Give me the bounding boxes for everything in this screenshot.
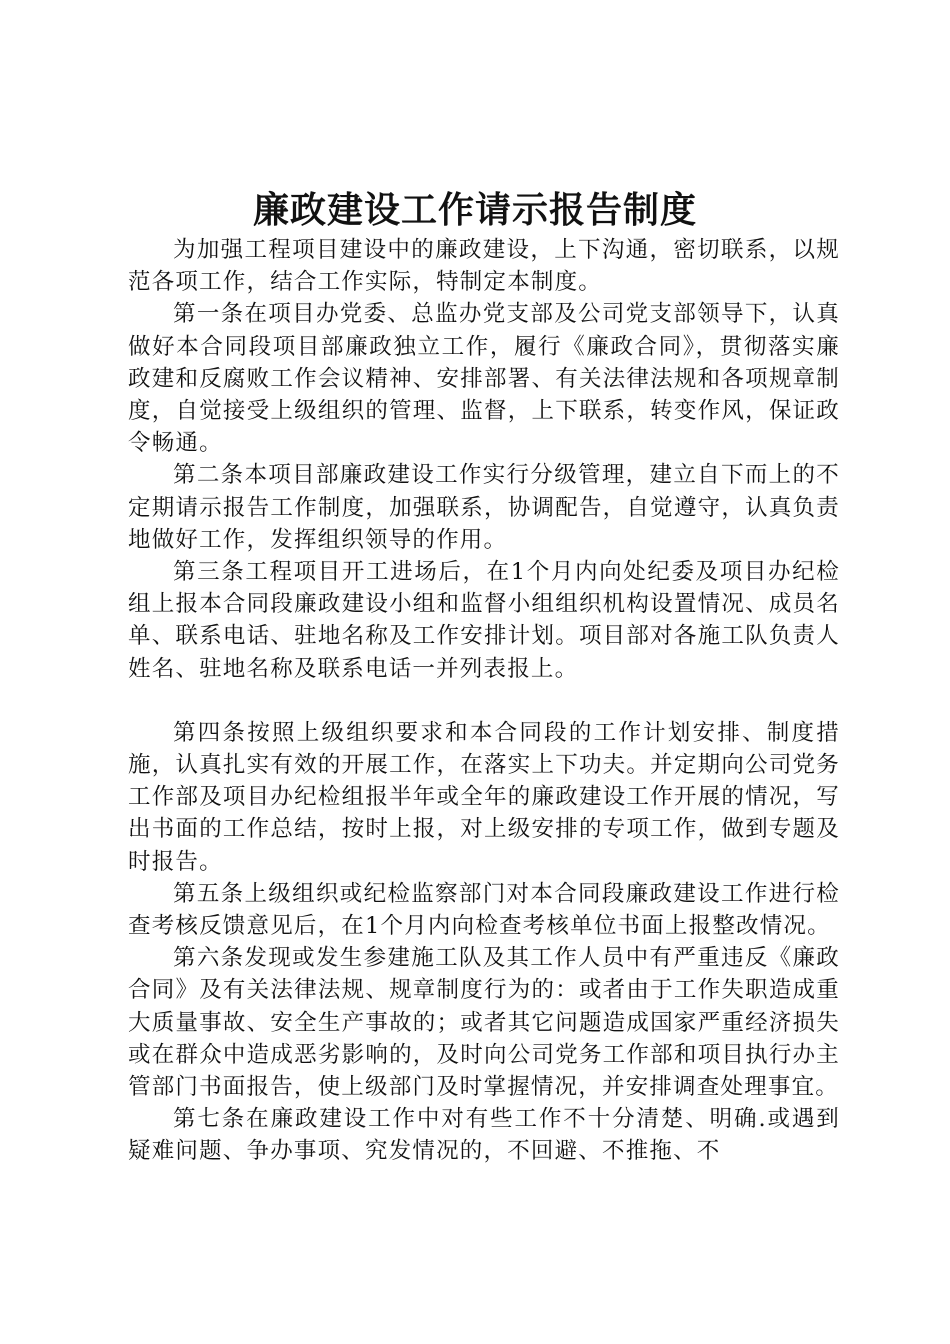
paragraph-intro: 为加强工程项目建设中的廉政建设，上下沟通，密切联系，以规范各项工作，结合工作实际，特制定本制度。 [128, 237, 840, 296]
paragraph-article-4: 第四条按照上级组织要求和本合同段的工作计划安排、制度措施，认真扎实有效的开展工作，在落实上下功夫。并定期向公司党务工作部及项目办纪检组报半年或全年的廉政建设工作开展的情况，写出书面的工作总结，按时上报，对上级安排的专项工作，做到专题及时报告。 [128, 719, 840, 875]
paragraph-article-3: 第三条工程项目开工进场后，在1个月内向处纪委及项目办纪检组上报本合同段廉政建设小组和监督小组组织机构设置情况、成员名单、联系电话、驻地名称及工作安排计划。项目部对各施工队负责人姓名、驻地名称及联系电话一并列表报上。 [128, 559, 840, 682]
paragraph-article-1: 第一条在项目办党委、总监办党支部及公司党支部领导下，认真做好本合同段项目部廉政独立工作，履行《廉政合同》，贯彻落实廉政建和反腐败工作会议精神、安排部署、有关法律法规和各项规章制度，自觉接受上级组织的管理、监督，上下联系，转变作风，保证政令畅通。 [128, 301, 840, 457]
document-title: 廉政建设工作请示报告制度 [252, 189, 697, 231]
paragraph-article-6: 第六条发现或发生参建施工队及其工作人员中有严重违反《廉政合同》及有关法律法规、规章制度行为的：或者由于工作失职造成重大质量事故、安全生产事故的；或者其它问题造成国家严重经济损失或在群众中造成恶劣影响的，及时向公司党务工作部和项目执行办主管部门书面报告，使上级部门及时掌握情况，并安排调查处理事宜。 [128, 945, 840, 1101]
paragraph-article-5: 第五条上级组织或纪检监察部门对本合同段廉政建设工作进行检查考核反馈意见后，在1个月内向检查考核单位书面上报整改情况。 [128, 880, 840, 940]
paragraph-article-2: 第二条本项目部廉政建设工作实行分级管理，建立自下而上的不定期请示报告工作制度，加强联系，协调配告，自觉遵守，认真负责地做好工作，发挥组织领导的作用。 [128, 462, 840, 553]
paragraph-article-7: 第七条在廉政建设工作中对有些工作不十分清楚、明确.或遇到疑难问题、争办事项、究发情况的，不回避、不推拖、不 [128, 1106, 840, 1165]
document-body [128, 234, 840, 1168]
